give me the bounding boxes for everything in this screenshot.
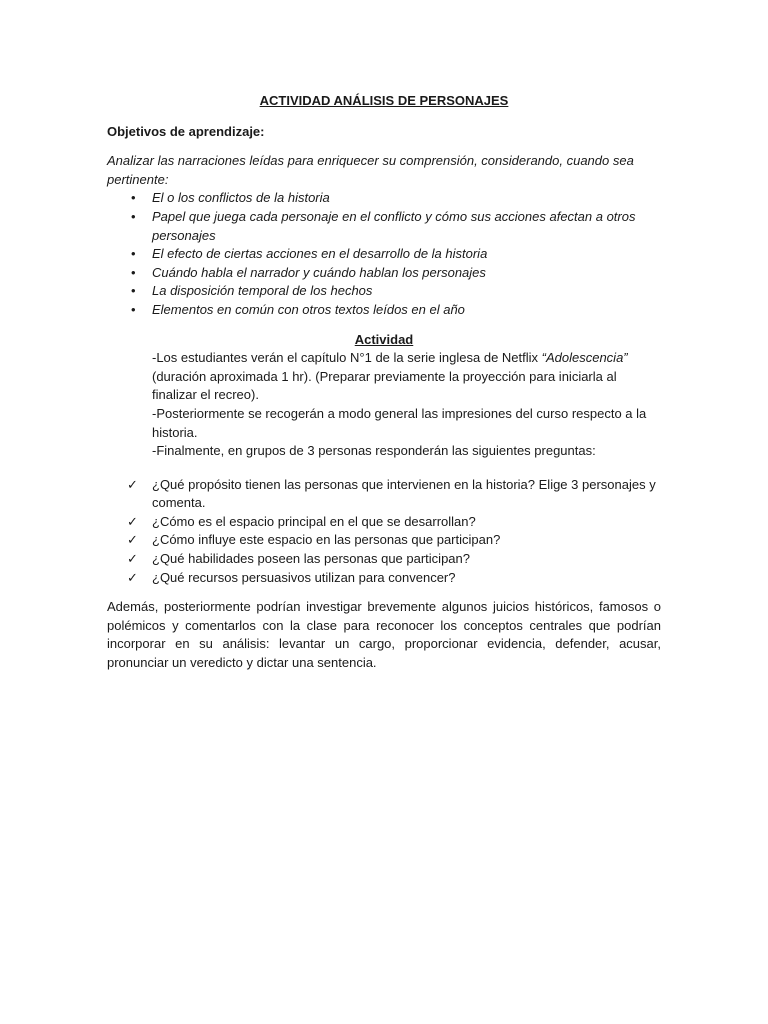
activity-text: -Los estudiantes verán el capítulo N°1 de la serie inglesa de Netflix: [152, 350, 542, 366]
bullet-icon: •: [131, 283, 136, 299]
list-item-text: Elementos en común con otros textos leídos en el año: [152, 301, 465, 317]
question-text: ¿Qué recursos persuasivos utilizan para convencer?: [152, 569, 456, 585]
checkmark-icon: ✓: [127, 532, 138, 548]
question-text: ¿Cómo influye este espacio en las personas que participan?: [152, 532, 501, 548]
checkmark-icon: ✓: [127, 569, 138, 585]
list-item: [107, 531, 661, 550]
activity-instructions: [107, 349, 661, 461]
checkmark-icon: ✓: [127, 513, 138, 529]
list-item-text: Cuándo habla el narrador y cuándo hablan los personajes: [152, 264, 486, 280]
list-item: [107, 189, 661, 208]
bullet-icon: •: [131, 301, 136, 317]
activity-text: (duración aproximada 1 hr). (Preparar previamente la proyección para iniciarla al finalizar el recreo).: [152, 368, 617, 403]
list-item-text: El efecto de ciertas acciones en el desarrollo de la historia: [152, 246, 488, 262]
document-page: [107, 92, 661, 673]
bullet-icon: •: [131, 208, 136, 224]
list-item: [107, 513, 661, 532]
closing-paragraph: Además, posteriormente podrían investigar brevemente algunos juicios históricos, famosos o polémicos y comentarlos con la clase para reconocer los conceptos centrales que podrían incorporar en su análisis: levantar un cargo, proporcionar evidencia, defender, acusar, pronunciar un veredicto y dictar una sentencia.: [107, 599, 661, 671]
list-item: [107, 569, 661, 588]
list-item: [107, 476, 661, 513]
list-item: [107, 208, 661, 245]
activity-paragraph-1: [152, 349, 661, 405]
question-text: ¿Qué habilidades poseen las personas que participan?: [152, 551, 470, 567]
objectives-heading: Objetivos de aprendizaje:: [107, 123, 265, 139]
bullet-icon: •: [131, 264, 136, 280]
activity-paragraph-3: -Finalmente, en grupos de 3 personas responderán las siguientes preguntas:: [152, 443, 596, 459]
bullet-icon: •: [131, 190, 136, 206]
list-item: [107, 264, 661, 283]
activity-heading: Actividad: [354, 331, 414, 347]
objectives-list: [107, 189, 661, 319]
list-item: [107, 282, 661, 301]
list-item-text: La disposición temporal de los hechos: [152, 283, 373, 299]
bullet-icon: •: [131, 246, 136, 262]
question-text: ¿Qué propósito tienen las personas que intervienen en la historia? Elige 3 personajes y comenta.: [152, 476, 656, 511]
list-item: [107, 301, 661, 320]
list-item: [107, 550, 661, 569]
list-item: [107, 245, 661, 264]
checkmark-icon: ✓: [127, 551, 138, 567]
question-text: ¿Cómo es el espacio principal en el que se desarrollan?: [152, 513, 476, 529]
list-item-text: El o los conflictos de la historia: [152, 190, 330, 206]
activity-paragraph-2: -Posteriormente se recogerán a modo general las impresiones del curso respecto a la historia.: [152, 405, 647, 440]
series-title: “Adolescencia”: [541, 350, 628, 366]
list-item-text: Papel que juega cada personaje en el conflicto y cómo sus acciones afectan a otros personajes: [152, 208, 636, 243]
objectives-intro: Analizar las narraciones leídas para enriquecer su comprensión, considerando, cuando sea pertinente:: [107, 153, 634, 187]
document-title: ACTIVIDAD ANÁLISIS DE PERSONAJES: [259, 93, 509, 108]
checkmark-icon: ✓: [127, 476, 138, 492]
questions-list: [107, 476, 661, 588]
